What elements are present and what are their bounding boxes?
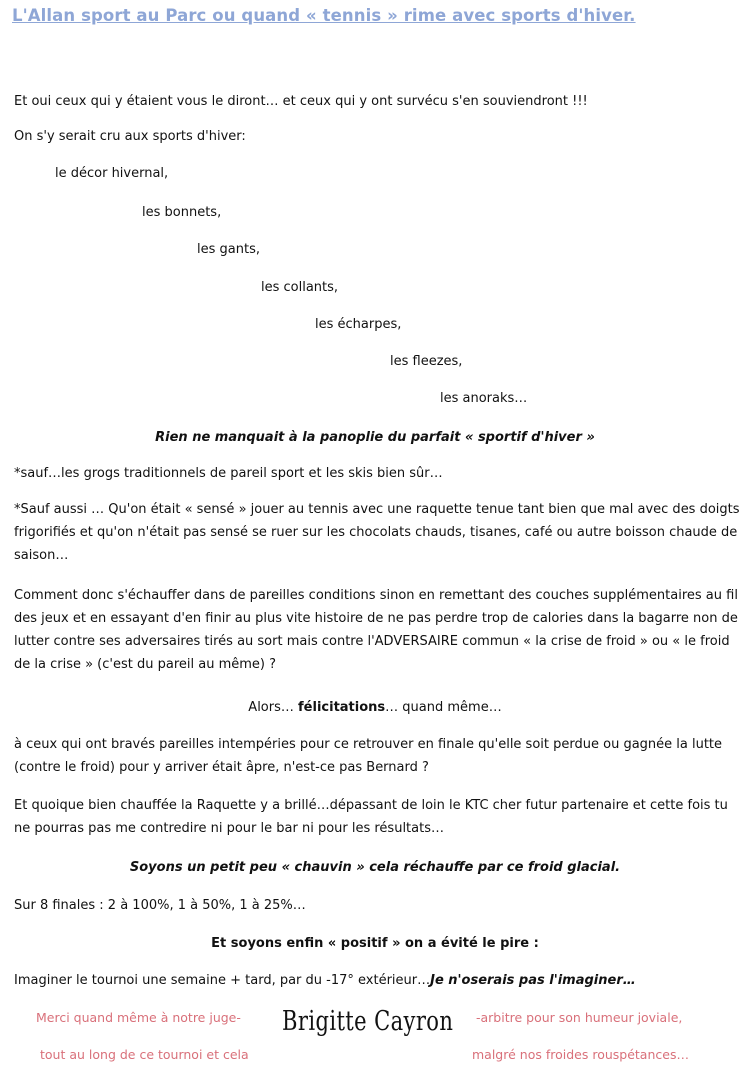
list-item: les gants, <box>197 242 260 257</box>
list-item: les écharpes, <box>315 317 402 332</box>
chauvin-line: Soyons un petit peu « chauvin » cela réchauffe par ce froid glacial. <box>129 860 621 875</box>
note-sauf: *sauf…les grogs traditionnels de pareil sport et les skis bien sûr… <box>14 466 443 481</box>
paragraph-echauffer: Comment donc s'échauffer dans de pareilles conditions sinon en remettant des couches supplémentaires au fil des jeux et en essayant d'en finir au plus vite histoire de ne pas perdre trop de calories dans la bagarre non de lutter contre ses adversaires tirés au sort mais contre l'ADVERSAIRE commun « la crise de froid » ou « le froid de la crise » (c'est du pareil au même) ? <box>14 588 738 672</box>
thanks-right-2: malgré nos froides rouspétances… <box>472 1047 689 1062</box>
finals-line: Sur 8 finales : 2 à 100%, 1 à 50%, 1 à 25%… <box>14 898 306 913</box>
imagine-line <box>14 969 738 992</box>
signature: Brigitte Cayron <box>282 1006 454 1037</box>
intro-line: Et oui ceux qui y étaient vous le diront… et ceux qui y ont survécu s'en souviendront !!! <box>14 94 588 109</box>
imagine-plain: Imaginer le tournoi une semaine + tard, par du -17° extérieur… <box>14 973 431 988</box>
congrats-bold: félicitations <box>298 700 386 715</box>
congrats-after: … quand même… <box>385 700 502 715</box>
list-item: les anoraks… <box>440 391 528 406</box>
imagine-bold: Je n'oserais pas l'imaginer… <box>430 973 636 988</box>
panoply-line: Rien ne manquait à la panoplie du parfait « sportif d'hiver » <box>155 430 595 445</box>
congrats-before: Alors… <box>248 700 299 715</box>
lead-line: On s'y serait cru aux sports d'hiver: <box>14 129 246 144</box>
positive-line: Et soyons enfin « positif » on a évité le pire : <box>211 936 539 951</box>
list-item: les collants, <box>261 280 339 295</box>
note-sauf-aussi: *Sauf aussi … Qu'on était « sensé » jouer au tennis avec une raquette tenue tant bien que mal avec des doigts frigorifiés et qu'on n'était pas sensé se ruer sur les chocolats chauds, tisanes, café ou autre boisson chaude de saison… <box>14 502 740 563</box>
list-item: les bonnets, <box>142 205 222 220</box>
paragraph-finale: à ceux qui ont bravés pareilles intempéries pour ce retrouver en finale qu'elle soit perdue ou gagnée la lutte (contre le froid) pour y arriver était âpre, n'est-ce pas Bernard ? <box>14 737 723 775</box>
thanks-right-1: -arbitre pour son humeur joviale, <box>476 1010 683 1025</box>
congrats-line <box>0 696 750 719</box>
thanks-left-2: tout au long de ce tournoi et cela <box>40 1047 249 1062</box>
page-title: L'Allan sport au Parc ou quand « tennis » rime avec sports d'hiver. <box>12 6 636 25</box>
paragraph-raquette: Et quoique bien chauffée la Raquette y a brillé…dépassant de loin le KTC cher futur partenaire et cette fois tu ne pourras pas me contredire ni pour le bar ni pour les résultats… <box>14 798 728 836</box>
list-item: le décor hivernal, <box>55 166 169 181</box>
thanks-left-1: Merci quand même à notre juge- <box>36 1010 241 1025</box>
list-item: les fleezes, <box>390 354 463 369</box>
